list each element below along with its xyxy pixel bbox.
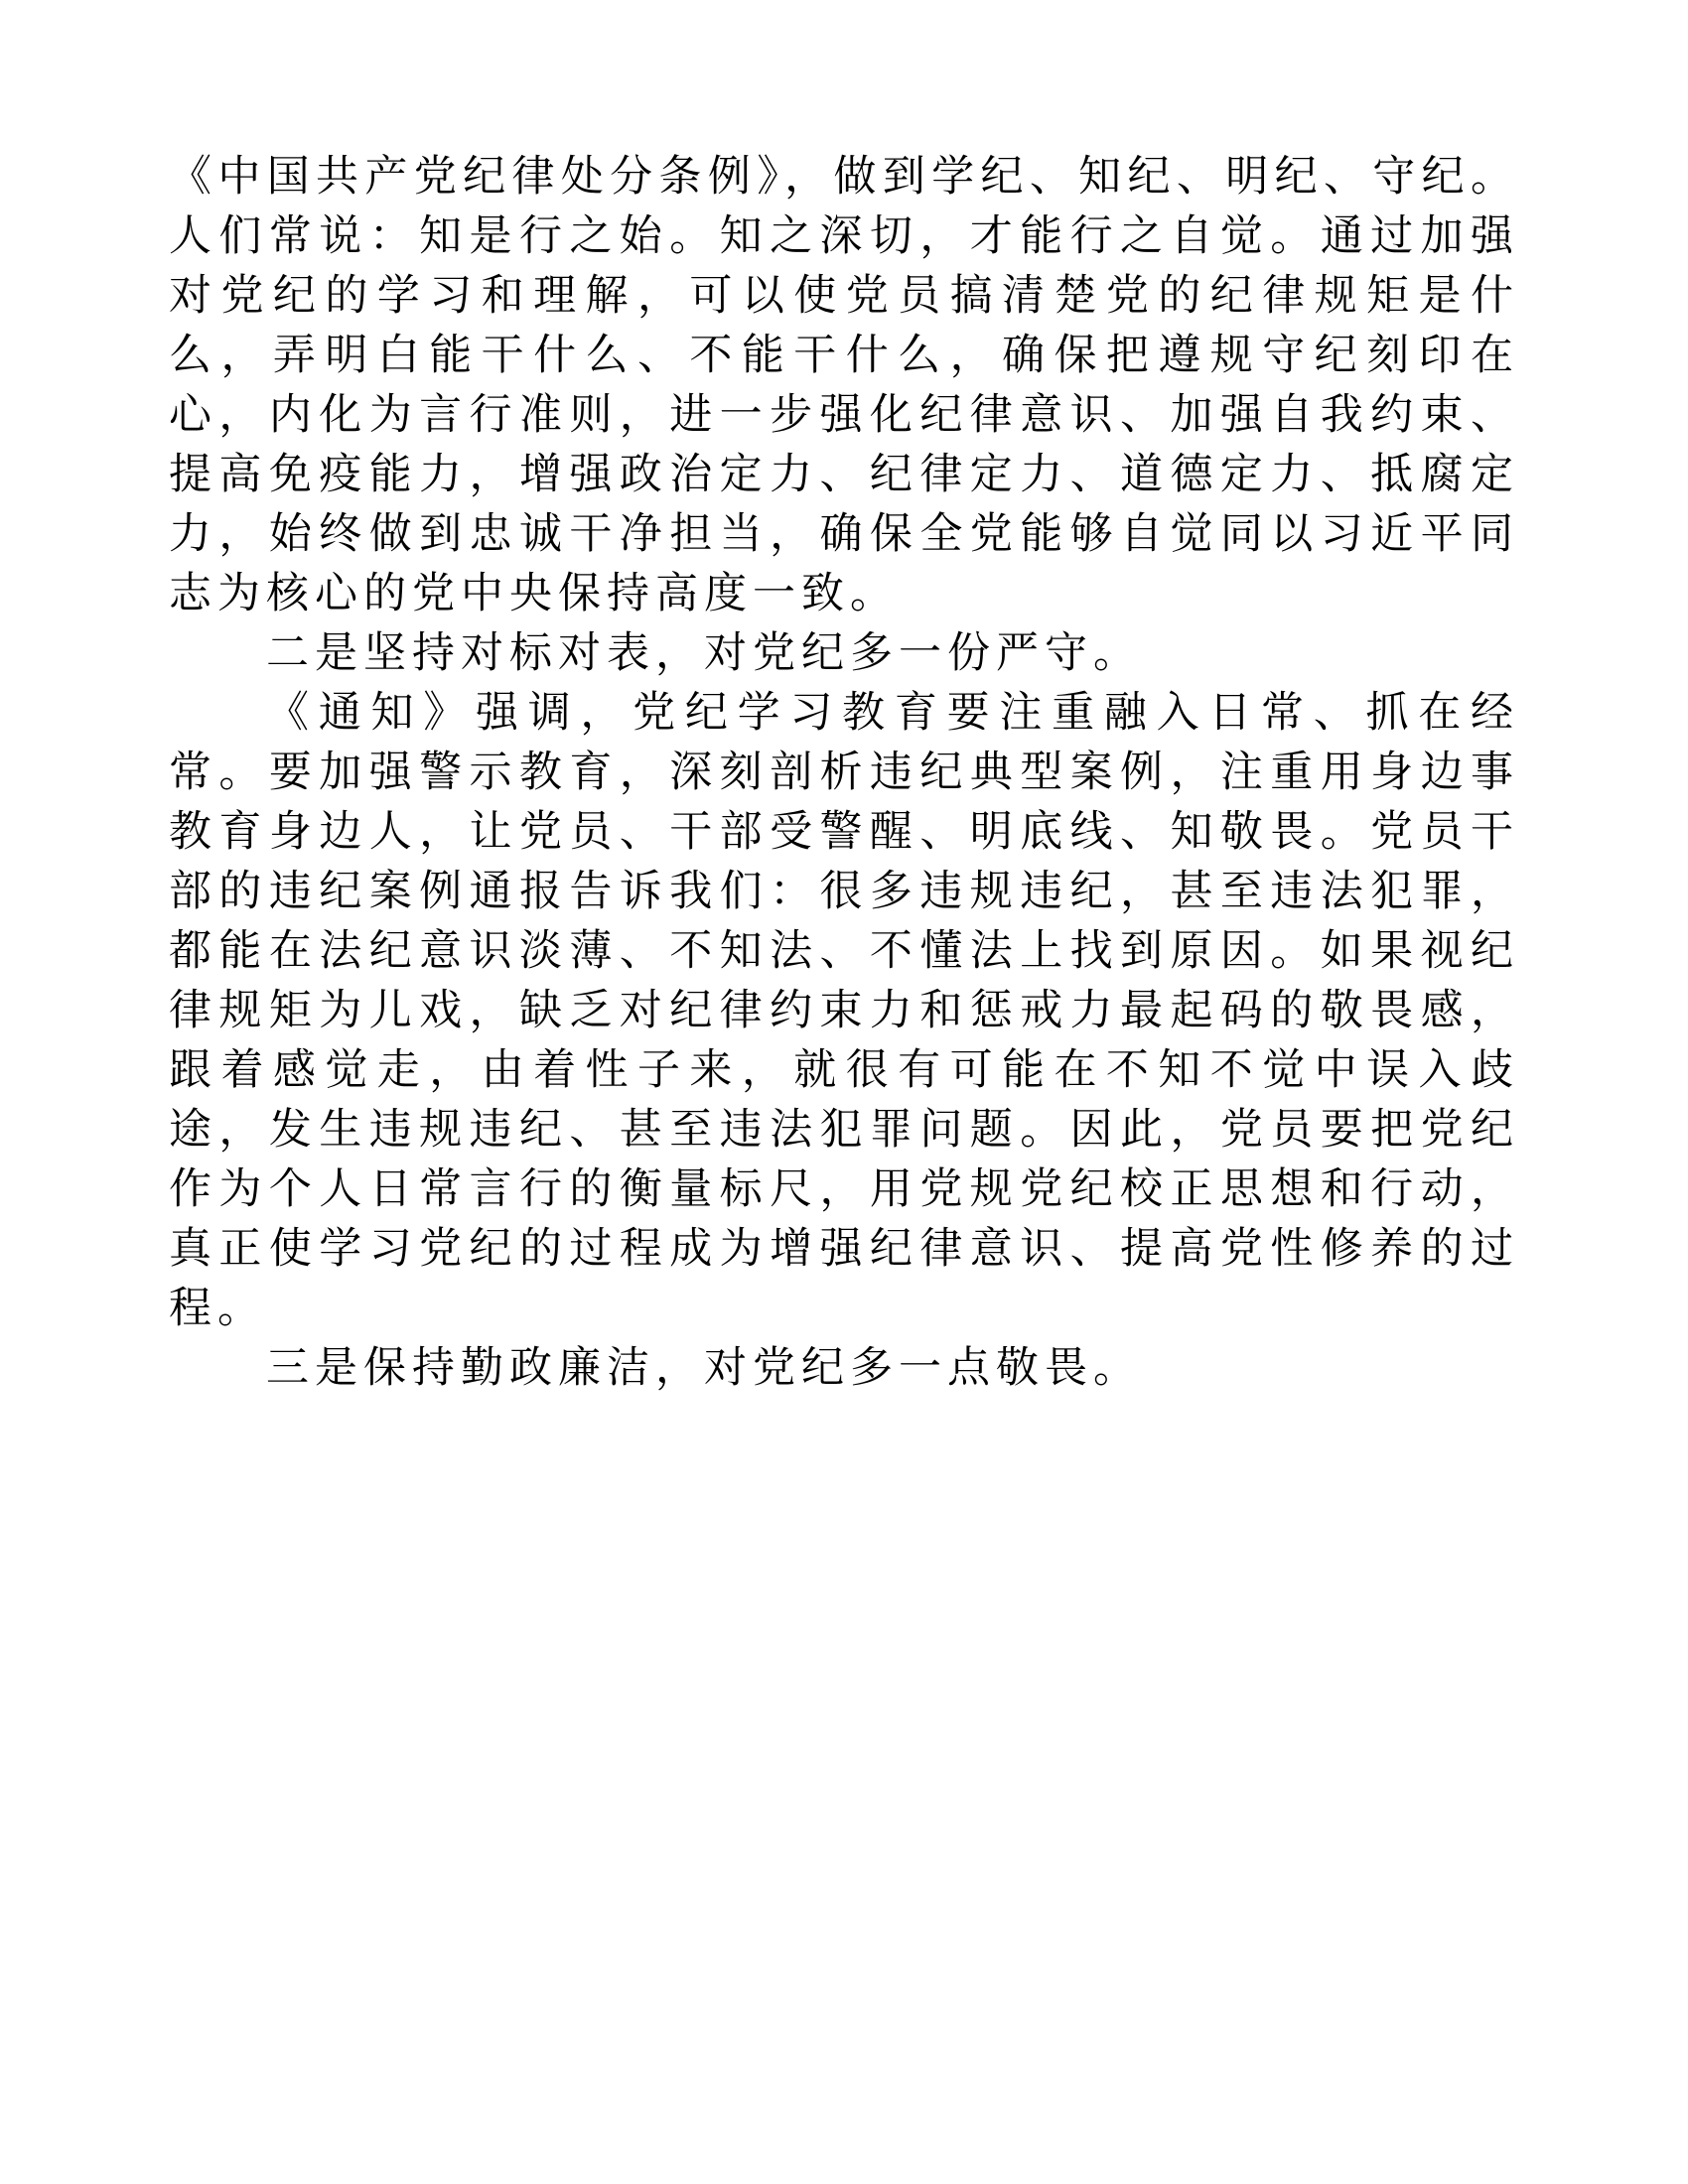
paragraph-heading-third-point: 三是保持勤政廉洁，对党纪多一点敬畏。 <box>266 1344 1142 1392</box>
paragraph-heading-second-point: 二是坚持对标对表，对党纪多一份严守。 <box>266 629 1142 677</box>
paragraph-body-second-point: 《通知》强调，党纪学习教育要注重融入日常、抓在经常。要加强警示教育，深刻剖析违纪典型案例，注重用身边事教育身边人，让党员、干部受警醒、明底线、知敬畏。党员干部的违纪案例通报告诉我们：很多违规违纪，甚至违法犯罪，都能在法纪意识淡薄、不知法、不懂法上找到原因。如果视纪律规矩为儿戏，缺乏对纪律约束力和惩戒力最起码的敬畏感，跟着感觉走，由着性子来，就很有可能在不知不觉中误入歧途，发生违规违纪、甚至违法犯罪问题。因此，党员要把党纪作为个人日常言行的衡量标尺，用党规党纪校正思想和行动，真正使学习党纪的过程成为增强纪律意识、提高党性修养的过程。 <box>169 689 1519 1332</box>
paragraph-continuation: 《中国共产党纪律处分条例》，做到学纪、知纪、明纪、守纪。人们常说：知是行之始。知之深切，才能行之自觉。通过加强对党纪的学习和理解，可以使党员搞清楚党的纪律规矩是什么，弄明白能干什么、不能干什么，确保把遵规守纪刻印在心，内化为言行准则，进一步强化纪律意识、加强自我约束、提高免疫能力，增强政治定力、纪律定力、道德定力、抵腐定力，始终做到忠诚干净担当，确保全党能够自觉同以习近平同志为核心的党中央保持高度一致。 <box>169 153 1519 617</box>
